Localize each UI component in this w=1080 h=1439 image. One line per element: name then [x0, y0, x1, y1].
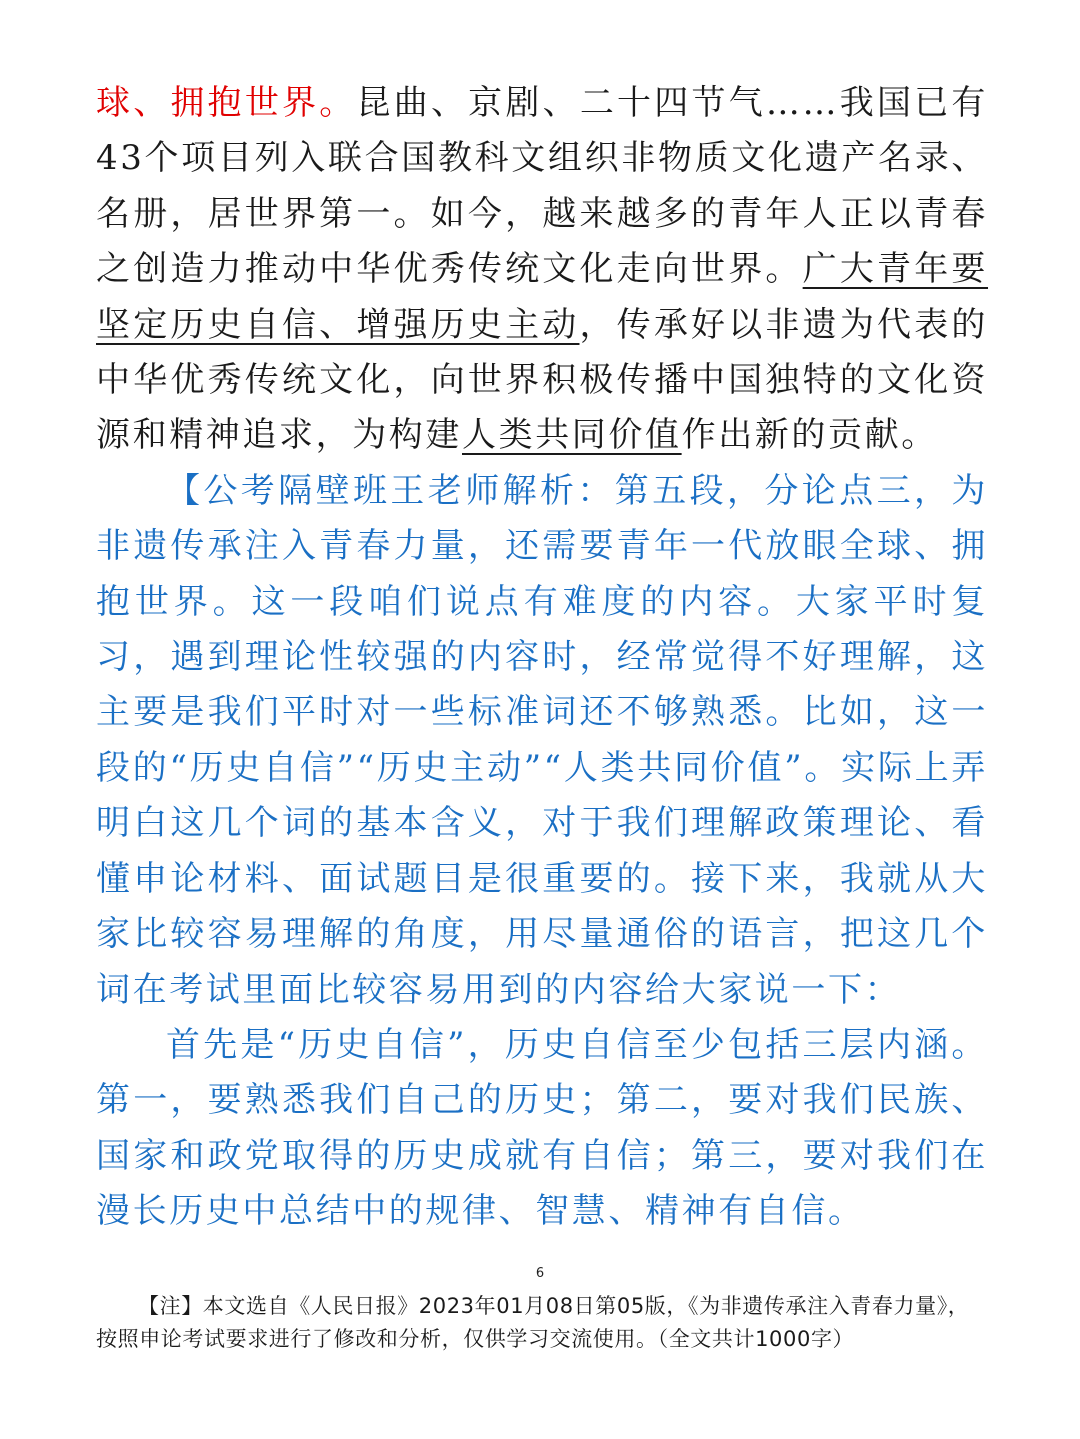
- paragraph-original: [96, 76, 988, 464]
- red-lead-text: 球、拥抱世界。: [96, 83, 357, 123]
- analysis-paragraph-2: 首先是“历史自信”，历史自信至少包括三层内涵。第一，要熟悉我们自己的历史；第二，要对我们民族、国家和政党取得的历史成就有自信；第三，要对我们在漫长历史中总结中的规律、智慧、精神有自信。: [96, 1024, 988, 1232]
- analysis-paragraph-1: 【公考隔壁班王老师解析：第五段，分论点三，为非遗传承注入青春力量，还需要青年一代放眼全球、拥抱世界。这一段咱们说点有难度的内容。大家平时复习，遇到理论性较强的内容时，经常觉得不好理解，这主要是我们平时对一些标准词还不够熟悉。比如，这一段的“历史自信”“历史主动”“人类共同价值”。实际上弄明白这几个词的基本含义，对于我们理解政策理论、看懂申论材料、面试题目是很重要的。接下来，我就从大家比较容易理解的角度，用尽量通俗的语言，把这几个词在考试里面比较容易用到的内容给大家说一下：: [96, 470, 988, 1010]
- footnote: 【注】本文选自《人民日报》2023年01月08日第05版，《为非遗传承注入青春力量》，按照申论考试要求进行了修改和分析，仅供学习交流使用。（全文共计1000字）: [96, 1294, 970, 1351]
- document-body: [96, 76, 988, 1240]
- paragraph-text-part1: 昆曲、京剧、二十四节气……我国已有43个项目列入联合国教科文组织非物质文化遗产名录、名册，居世界第一。如今，越来越多的青年人正以青春之创造力推动中华优秀传统文化走向世界。: [96, 83, 988, 290]
- page-number: 6: [535, 1266, 545, 1281]
- underlined-phrase-1: 广大青年要坚定历史自信、增强历史主动: [96, 249, 989, 345]
- paragraph-text-part3: 作出新的贡献。: [681, 415, 938, 456]
- paragraph-text-part2: ，传承好以非遗为代表的中华优秀传统文化，向世界积极传播中国独特的文化资源和精神追求，为构建: [96, 304, 988, 456]
- underlined-phrase-2: 人类共同价值: [462, 415, 682, 456]
